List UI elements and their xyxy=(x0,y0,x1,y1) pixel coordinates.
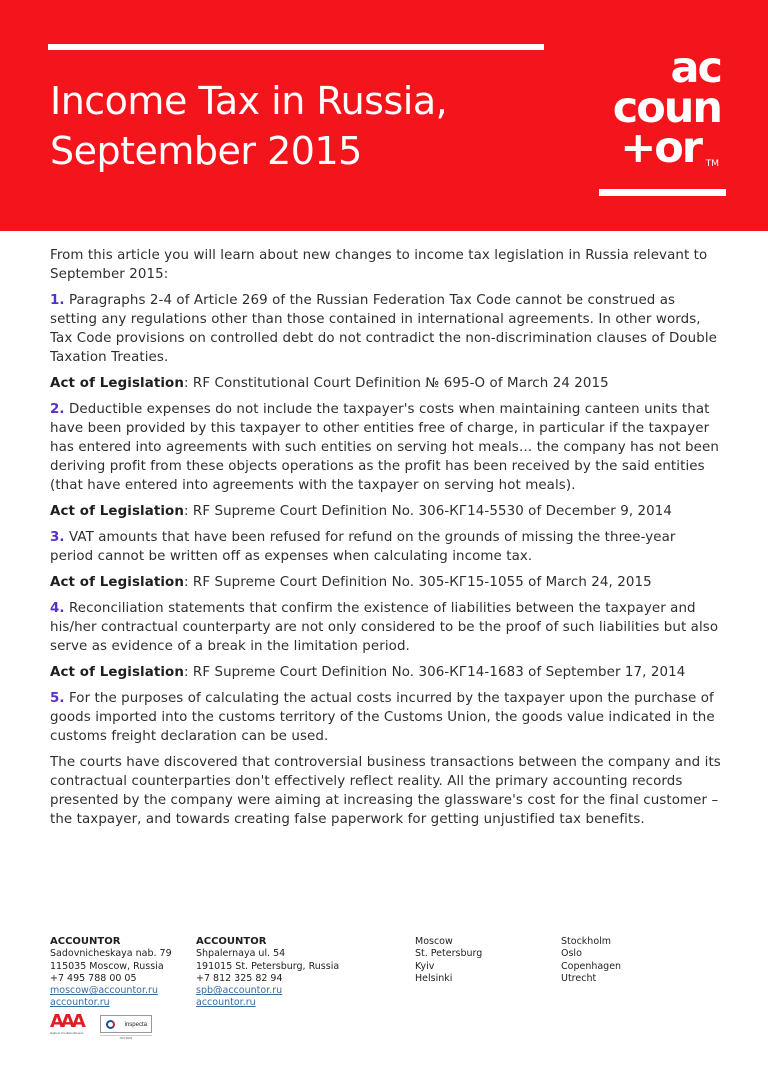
email-link[interactable]: moscow@accountor.ru xyxy=(50,985,158,997)
item-text: Paragraphs 2-4 of Article 269 of the Russian Federation Tax Code cannot be construed as setting any regulations other than those contained in international agreements. In other words, Tax Code provisions on controlled debt do not contradict the non-discrimination clauses of Double Taxation Treaties. xyxy=(50,293,717,365)
act-label: Act of Legislation xyxy=(50,504,184,519)
item-text: VAT amounts that have been refused for refund on the grounds of missing the three-year period cannot be written off as expenses when calculating income tax. xyxy=(50,530,676,564)
city: Oslo xyxy=(561,948,582,960)
email-link[interactable]: spb@accountor.ru xyxy=(196,985,283,997)
act-label: Act of Legislation xyxy=(50,665,184,680)
phone: +7 812 325 82 94 xyxy=(196,972,283,984)
accountor-logo xyxy=(585,43,725,198)
aaa-logo-text: AAA xyxy=(50,1011,83,1032)
address-line-2: 191015 St. Petersburg, Russia xyxy=(196,960,340,972)
address-line-1: Sadovnicheskaya nab. 79 xyxy=(50,948,172,960)
item-text: Reconciliation statements that confirm the existence of liabilities between the taxpayer and his/her contractual counterparty are not only considered to be the proof of such liabilities but also serve as evidence of a break in the limitation period. xyxy=(50,601,719,654)
cities-column-1 xyxy=(415,936,482,985)
title-line-1: Income Tax in Russia, xyxy=(50,79,448,123)
item-text: Deductible expenses do not include the taxpayer's costs when maintaining canteen units that have been provided by this taxpayer to other entities free of charge, in particular if the taxpayer has entered into agreements with such entities on serving hot meals… the company has not been deriving profit from these objects operations as the profit has been received by the said entities (that have entered into agreements with the taxpayer on serving hot meals). xyxy=(50,402,719,493)
logo-line-1: ac xyxy=(670,43,721,93)
item-1 xyxy=(50,291,722,367)
header-banner xyxy=(0,0,768,231)
phone: +7 495 788 00 05 xyxy=(50,972,137,984)
logo-trademark: TM xyxy=(705,159,719,169)
city: St. Petersburg xyxy=(415,948,483,960)
website-link[interactable]: accountor.ru xyxy=(50,997,110,1009)
item-number: 2. xyxy=(50,402,65,417)
company-name: ACCOUNTOR xyxy=(50,936,121,947)
act-3 xyxy=(50,573,722,592)
inspecta-badge xyxy=(100,1015,152,1033)
aaa-badge xyxy=(50,1013,92,1039)
closing-paragraph: The courts have discovered that controversial business transactions between the company and its contractual counterparties don't effectively reflect reality. All the primary accounting records presented by the company were aiming at increasing the glassware's cost for the final customer – the taxpayer, and towards creating false paperwork for getting unjustified tax benefits. xyxy=(50,755,721,827)
item-5 xyxy=(50,689,722,746)
logo-bar xyxy=(599,189,726,196)
office-moscow xyxy=(50,936,172,1010)
act-text: : RF Supreme Court Definition No. 305-КГ15-1055 of March 24, 2015 xyxy=(183,575,652,590)
item-3 xyxy=(50,528,722,566)
act-2 xyxy=(50,502,722,521)
logo-line-2: coun xyxy=(612,83,721,133)
article-body xyxy=(50,246,722,836)
address-line-2: 115035 Moscow, Russia xyxy=(50,960,164,972)
act-4 xyxy=(50,663,722,682)
title-line-2: September 2015 xyxy=(50,129,362,173)
city: Utrecht xyxy=(561,972,597,984)
act-label: Act of Legislation xyxy=(50,575,184,590)
city: Helsinki xyxy=(415,972,453,984)
act-label: Act of Legislation xyxy=(50,376,184,391)
item-4 xyxy=(50,599,722,656)
item-number: 3. xyxy=(50,530,65,545)
item-2 xyxy=(50,400,722,495)
city: Kyiv xyxy=(415,960,435,972)
header-rule xyxy=(48,44,544,50)
item-number: 4. xyxy=(50,601,65,616)
website-link[interactable]: accountor.ru xyxy=(196,997,256,1009)
cities-column-2 xyxy=(561,936,621,985)
aaa-subtitle: Highest Creditworthiness xyxy=(50,1031,84,1035)
city: Moscow xyxy=(415,936,453,947)
item-number: 5. xyxy=(50,691,65,706)
logo-line-3: +or xyxy=(620,123,701,173)
act-text: : RF Supreme Court Definition No. 306-КГ14-5530 of December 9, 2014 xyxy=(183,504,673,519)
item-number: 1. xyxy=(50,293,65,308)
company-name: ACCOUNTOR xyxy=(196,936,267,947)
city: Copenhagen xyxy=(561,960,622,972)
act-1 xyxy=(50,374,722,393)
act-text: : RF Supreme Court Definition No. 306-КГ14-1683 of September 17, 2014 xyxy=(183,665,686,680)
inspecta-label: inspecta xyxy=(124,1022,147,1028)
intro-paragraph: From this article you will learn about new changes to income tax legislation in Russia relevant to September 2015: xyxy=(50,248,708,282)
item-text: For the purposes of calculating the actual costs incurred by the taxpayer upon the purchase of goods imported into the customs territory of the Customs Union, the goods value indicated in the customs freight declaration can be used. xyxy=(50,691,715,744)
address-line-1: Shpalernaya ul. 54 xyxy=(196,948,286,960)
city: Stockholm xyxy=(561,936,612,947)
act-text: : RF Constitutional Court Definition № 695-О of March 24 2015 xyxy=(183,376,609,391)
inspecta-subtitle: ISO 9001 xyxy=(100,1035,152,1040)
page-title xyxy=(50,76,447,176)
inspecta-ring-icon xyxy=(106,1020,115,1029)
office-spb xyxy=(196,936,339,1010)
